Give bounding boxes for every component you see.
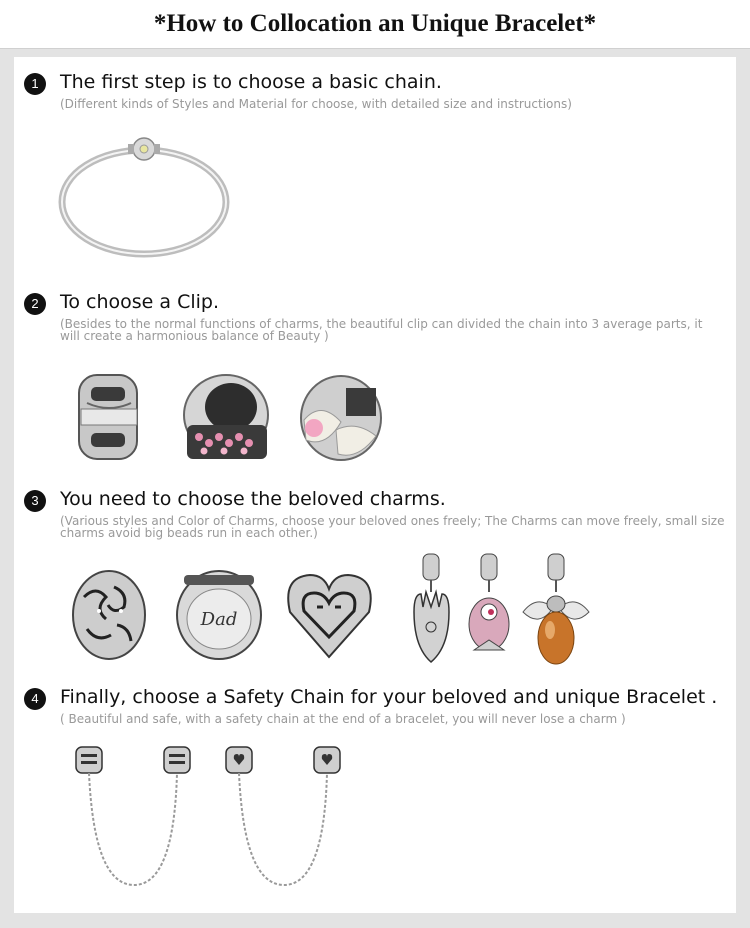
step-3-number: 3	[24, 490, 46, 512]
step-2-number: 2	[24, 293, 46, 315]
charm-dad-image	[174, 567, 264, 662]
charm-swirl-image	[69, 567, 149, 662]
safety-chain-hearts-image	[224, 745, 344, 890]
charm-bee-pendant-image	[519, 552, 594, 672]
charm-heart-image	[282, 567, 377, 662]
step-4-title: Finally, choose a Safety Chain for your beloved and unique Bracelet .	[60, 686, 718, 708]
step-2-description: (Besides to the normal functions of charms, the beautiful clip can divided the chain into 3 average parts, it will create a harmonious balance of Beauty )	[60, 317, 703, 343]
step-3-description: (Various styles and Color of Charms, choose your beloved ones freely; The Charms can move freely, small size charms avoid big beads run in each other.)	[60, 514, 725, 540]
step-4-description: ( Beautiful and safe, with a safety chain at the end of a bracelet, you will never lose a charm )	[60, 712, 626, 726]
charm-dad-text: Dad	[200, 609, 238, 630]
content-panel	[14, 57, 736, 913]
step-2-title: To choose a Clip.	[60, 291, 220, 313]
charm-hamsa-pendant-image	[409, 552, 454, 667]
clip-flower-image	[296, 370, 386, 470]
charm-fish-pendant-image	[464, 552, 514, 667]
snake-chain-bracelet-image	[54, 127, 234, 267]
step-1-number: 1	[24, 73, 46, 95]
step-1-description: (Different kinds of Styles and Material for choose, with detailed size and instructions)	[60, 97, 572, 111]
clip-silver-image	[69, 367, 149, 467]
safety-chain-lines-image	[74, 745, 194, 890]
step-3-title: You need to choose the beloved charms.	[60, 488, 446, 510]
step-4-number: 4	[24, 688, 46, 710]
step-1-title: The first step is to choose a basic chain.	[60, 71, 442, 93]
clip-pink-stones-image	[179, 367, 274, 467]
page-title: *How to Collocation an Unique Bracelet*	[153, 10, 597, 37]
page-header	[0, 0, 750, 49]
